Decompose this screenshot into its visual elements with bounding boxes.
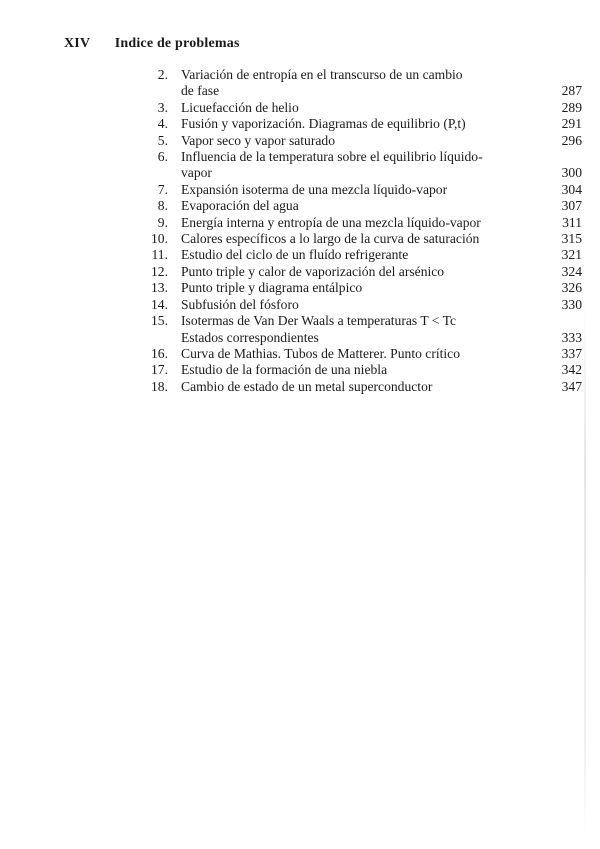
- index-entry: [140, 297, 582, 313]
- entry-title: Curva de Mathias. Tubos de Matterer. Punto crítico: [181, 345, 461, 361]
- entry-title: Isotermas de Van Der Waals a temperaturas T < Tc Estados correspondientes: [181, 313, 457, 345]
- entry-page: 330: [561, 296, 582, 312]
- entry-title: Expansión isoterma de una mezcla líquido-vapor: [181, 181, 448, 197]
- entry-page: 289: [561, 99, 582, 115]
- entry-page: 311: [562, 214, 582, 230]
- index-entry: [140, 133, 582, 149]
- entry-page: 324: [561, 263, 582, 279]
- entry-page: 300: [561, 165, 582, 181]
- entry-page: 296: [561, 132, 582, 148]
- entry-title: Influencia de la temperatura sobre el equilibrio líquido- vapor: [181, 149, 483, 181]
- entry-number: 12.: [151, 263, 168, 279]
- entry-title: Evaporación del agua: [181, 198, 299, 214]
- running-header: [64, 36, 240, 52]
- entry-page: 307: [561, 198, 582, 214]
- problem-index-list: [140, 67, 582, 395]
- index-entry: [140, 362, 582, 378]
- entry-number: 8.: [157, 198, 168, 214]
- index-entry: [140, 346, 582, 362]
- entry-title: Variación de entropía en el transcurso de un cambio de fase: [181, 67, 463, 99]
- entry-page: 342: [561, 362, 582, 378]
- page-folio: XIV: [64, 36, 91, 51]
- entry-page: 287: [561, 83, 582, 99]
- entry-number: 11.: [151, 247, 168, 263]
- index-entry: [140, 116, 582, 132]
- entry-number: 17.: [151, 362, 168, 378]
- entry-title: Estudio del ciclo de un fluído refrigerante: [181, 247, 409, 263]
- index-entry: [140, 379, 582, 395]
- entry-page: 321: [561, 247, 582, 263]
- entry-page: 333: [561, 329, 582, 345]
- section-title: Indice de problemas: [114, 36, 240, 51]
- entry-page: 337: [561, 345, 582, 361]
- index-entry: [140, 231, 582, 247]
- entry-title: Vapor seco y vapor saturado: [181, 132, 336, 148]
- entry-page: 304: [561, 181, 582, 197]
- entry-title: Calores específicos a lo largo de la curva de saturación: [181, 231, 480, 247]
- index-entry: [140, 313, 582, 346]
- entry-title: Estudio de la formación de una niebla: [181, 362, 388, 378]
- entry-number: 4.: [157, 116, 168, 132]
- entry-number: 13.: [151, 280, 168, 296]
- index-entry: [140, 215, 582, 231]
- entry-title: Subfusión del fósforo: [181, 296, 299, 312]
- entry-page: 326: [561, 280, 582, 296]
- entry-number: 3.: [157, 99, 168, 115]
- entry-number: 2.: [157, 67, 168, 82]
- entry-title: Licuefacción de helio: [181, 99, 299, 115]
- entry-number: 9.: [157, 214, 168, 230]
- index-entry: [140, 182, 582, 198]
- index-entry: [140, 280, 582, 296]
- entry-number: 7.: [157, 181, 168, 197]
- entry-number: 15.: [151, 313, 168, 329]
- entry-page: 315: [561, 231, 582, 247]
- entry-page: 291: [561, 116, 582, 132]
- entry-title: Energía interna y entropía de una mezcla líquido-vapor: [181, 214, 481, 230]
- index-entry: [140, 67, 582, 100]
- entry-number: 18.: [151, 378, 168, 394]
- index-entry: [140, 247, 582, 263]
- entry-title: Fusión y vaporización. Diagramas de equilibrio (P,t): [181, 116, 466, 132]
- index-entry: [140, 149, 582, 182]
- entry-page: 347: [561, 378, 582, 394]
- index-entry: [140, 264, 582, 280]
- index-entry: [140, 198, 582, 214]
- index-entry: [140, 100, 582, 116]
- entry-title: Cambio de estado de un metal superconductor: [181, 378, 433, 394]
- entry-number: 16.: [151, 345, 168, 361]
- entry-number: 14.: [151, 296, 168, 312]
- entry-number: 10.: [151, 231, 168, 247]
- entry-title: Punto triple y calor de vaporización del arsénico: [181, 263, 445, 279]
- entry-number: 6.: [157, 149, 168, 165]
- entry-number: 5.: [157, 132, 168, 148]
- page-edge-shadow: [584, 300, 586, 840]
- entry-title: Punto triple y diagrama entálpico: [181, 280, 363, 296]
